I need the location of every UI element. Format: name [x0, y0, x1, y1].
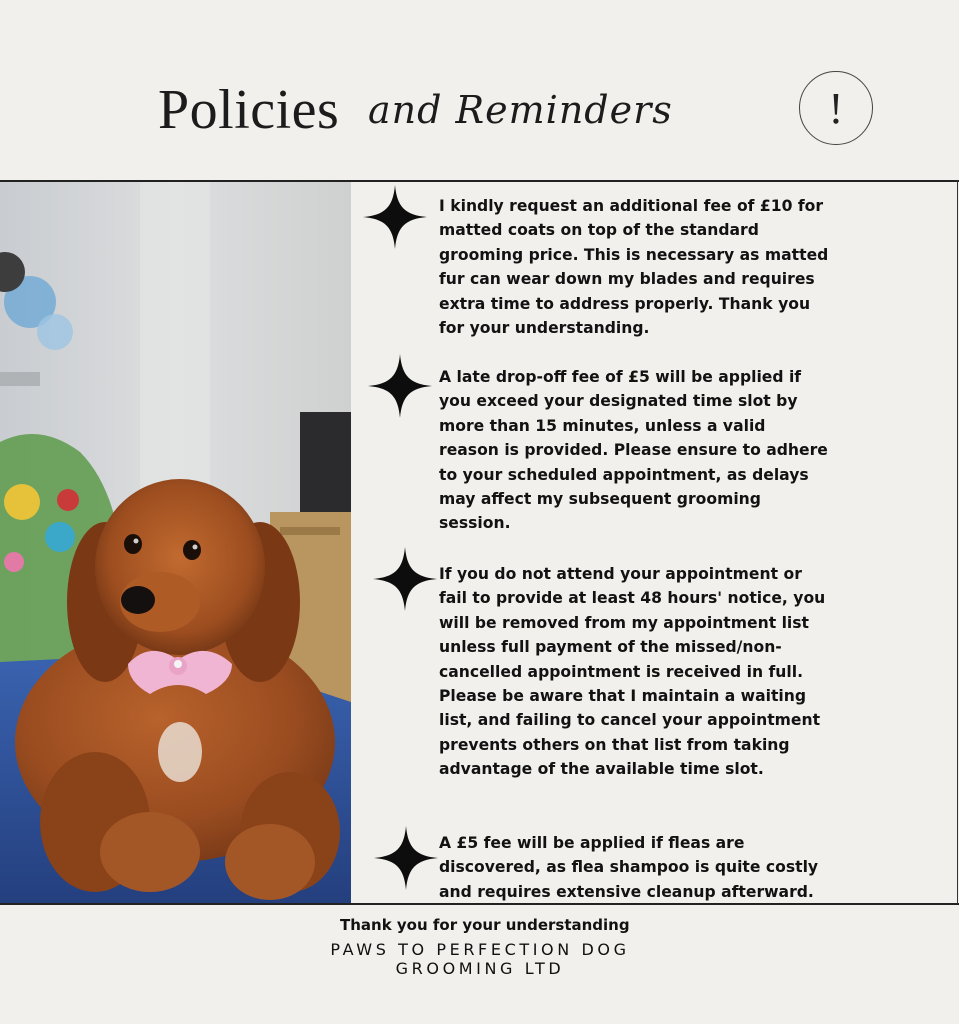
page-title: Policies: [158, 79, 340, 141]
page-title-script: and Reminders: [368, 88, 673, 132]
footer-thanks: Thank you for your understanding: [340, 916, 630, 934]
four-point-star-icon: [363, 185, 427, 249]
policy-late-drop-off: A late drop-off fee of £5 will be applied if you exceed your designated time slot by more than 15 minutes, unless a valid reason is provided. Please ensure to adhere to your scheduled appointment, as delays may affect my subsequent grooming session.: [439, 368, 828, 533]
company-name: PAWS TO PERFECTION DOG GROOMING LTD: [330, 940, 630, 978]
policy-matted-coats: I kindly request an additional fee of £10 for matted coats on top of the standard grooming price. This is necessary as matted fur can wear down my blades and requires extra time to address properly. Thank you for your understanding.: [439, 197, 829, 338]
four-point-star-icon: [374, 826, 438, 890]
exclamation-circle-icon: [799, 71, 873, 145]
four-point-star-icon: [368, 354, 432, 418]
alert-symbol: !: [828, 83, 844, 133]
four-point-star-icon: [373, 547, 437, 611]
right-border: [957, 180, 958, 904]
dog-photo: [0, 182, 351, 903]
policy-fleas: A £5 fee will be applied if fleas are discovered, as flea shampoo is quite costly and requires extensive cleanup afterward.: [439, 834, 819, 901]
policy-missed-appointment: If you do not attend your appointment or fail to provide at least 48 hours' notice, you will be removed from my appointment list unless full payment of the missed/non-cancelled appointment is received in full. Please be aware that I maintain a waiting list, and failing to cancel your appointment prevents others on that list from taking advantage of the available time slot.: [439, 565, 826, 779]
